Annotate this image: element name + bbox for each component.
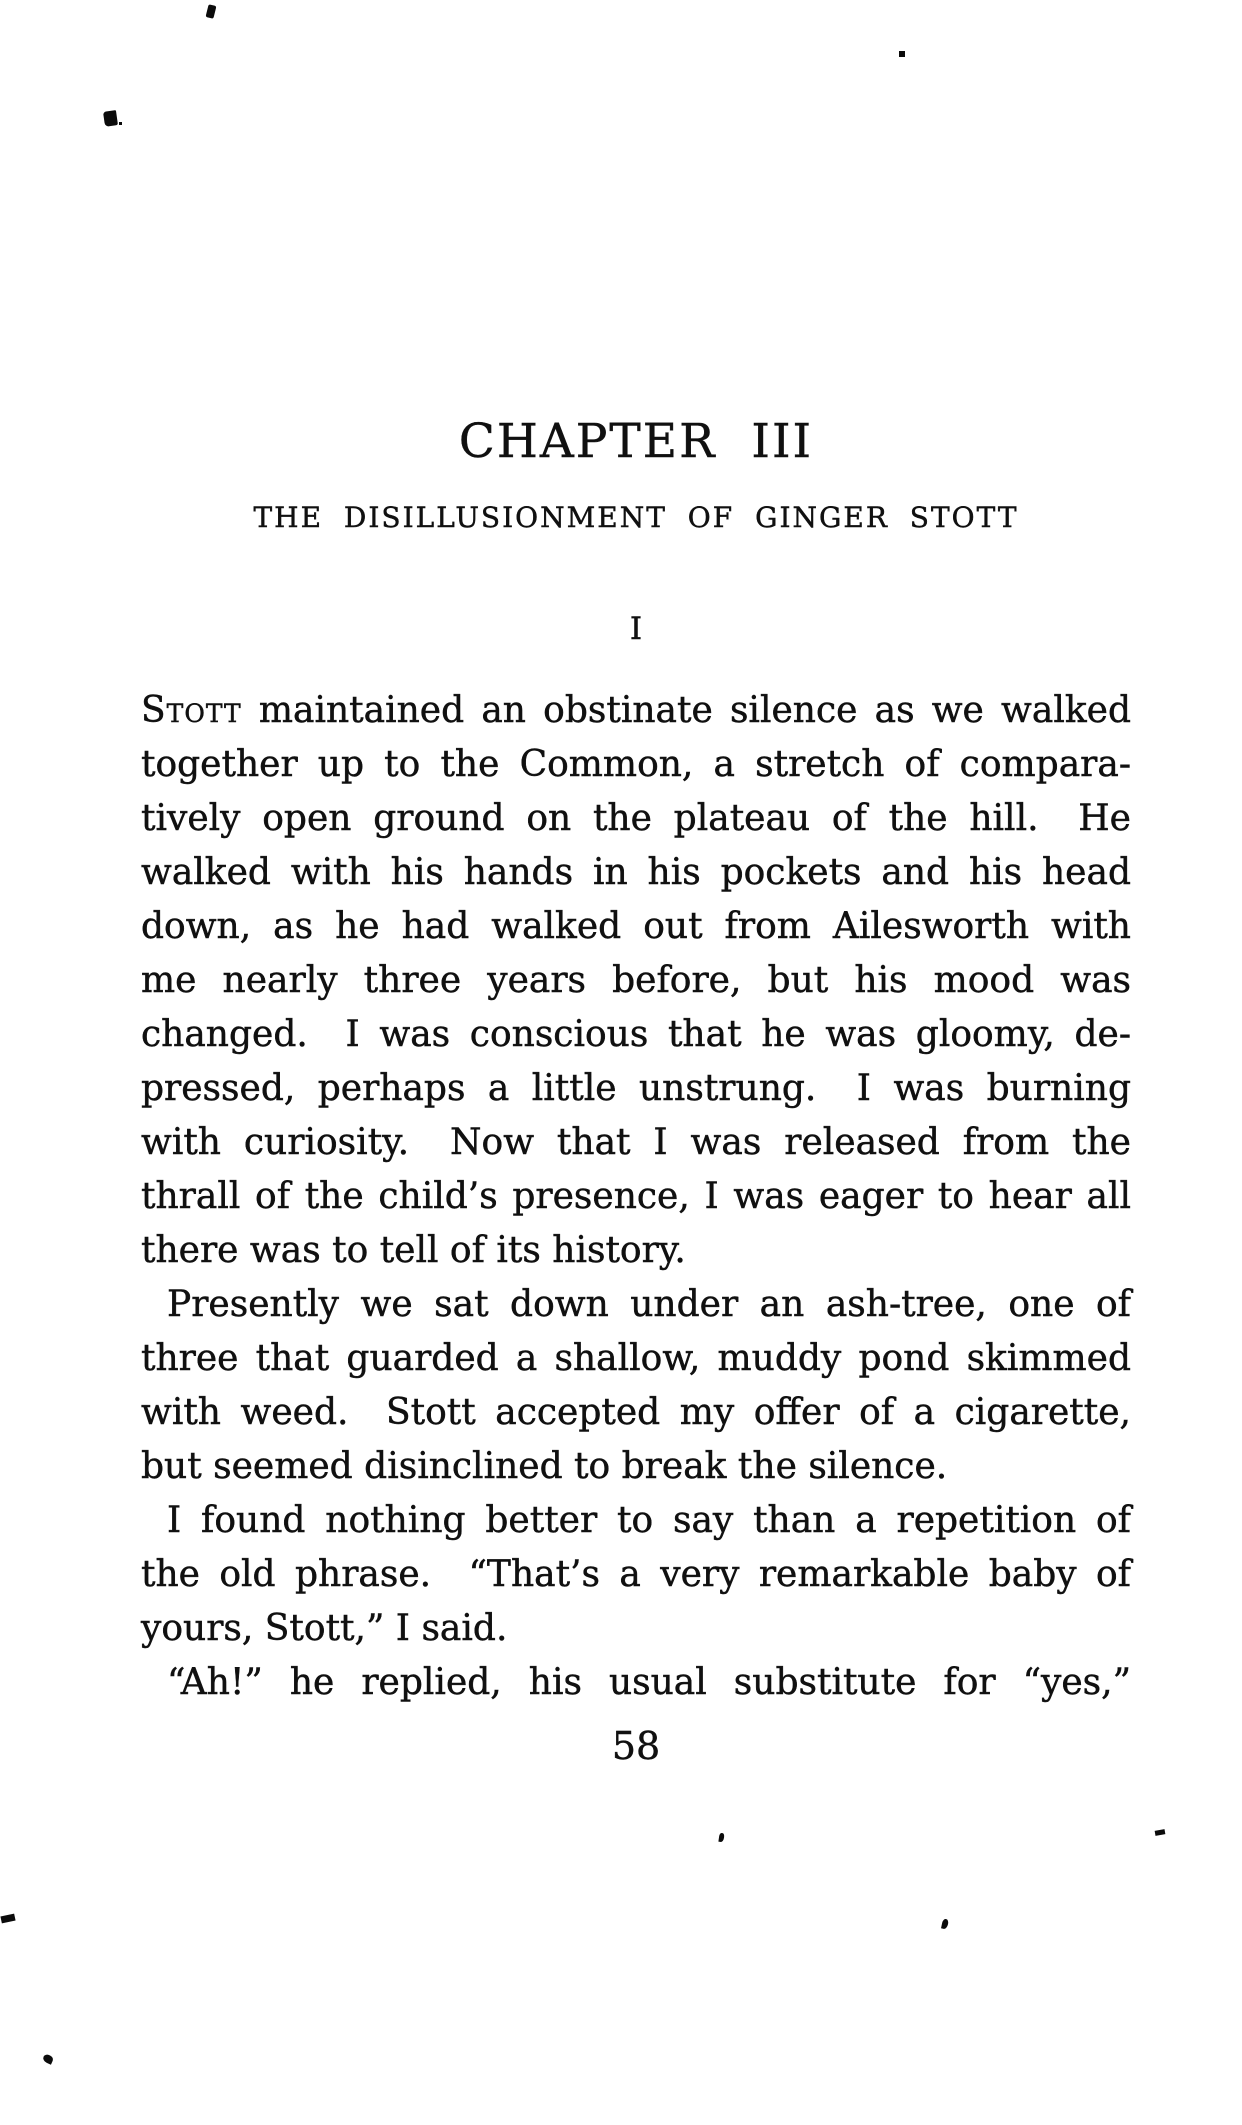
text-line: yours, Stott,” I said. [141, 1608, 508, 1649]
text-line: “Ah!” he replied, his usual substitute for “yes,” [167, 1662, 1131, 1703]
text-line: pressed, perhaps a little unstrung. I was burning [141, 1068, 1131, 1109]
text-line: walked with his hands in his pockets and his head [141, 852, 1131, 893]
text-line: the old phrase. “That’s a very remarkable baby of [141, 1554, 1131, 1595]
chapter-title: CHAPTER III [458, 414, 814, 469]
scan-artifact [718, 1833, 724, 1843]
small-caps-word: Stott [141, 690, 242, 731]
text-line: Stott maintained an obstinate silence as we walked [141, 690, 1131, 731]
text-line: me nearly three years before, but his mood was [141, 960, 1131, 1001]
body-text [141, 684, 1131, 1710]
text-line: but seemed disinclined to break the silence. [141, 1446, 948, 1487]
scan-artifact [119, 122, 122, 125]
scan-artifact [1155, 1829, 1166, 1836]
scan-artifact [42, 2053, 54, 2064]
scan-artifact [206, 4, 217, 19]
scan-artifact [103, 110, 118, 127]
chapter-subtitle: THE DISILLUSIONMENT OF GINGER STOTT [253, 501, 1019, 534]
text-line: I found nothing better to say than a repetition of [167, 1500, 1131, 1541]
text-line: changed. I was conscious that he was gloomy, de- [141, 1014, 1131, 1055]
text-line: three that guarded a shallow, muddy pond skimmed [141, 1338, 1131, 1379]
text-line: together up to the Common, a stretch of compara- [141, 744, 1131, 785]
scan-artifact [0, 1914, 15, 1924]
text-line: tively open ground on the plateau of the hill. He [141, 798, 1131, 839]
text-line: with curiosity. Now that I was released from the [141, 1122, 1131, 1163]
scan-artifact [941, 1918, 949, 1929]
text-line: thrall of the child’s presence, I was eager to hear all [141, 1176, 1131, 1217]
text-line: down, as he had walked out from Ailesworth with [141, 906, 1131, 947]
text-line: there was to tell of its history. [141, 1230, 686, 1271]
text-line: Presently we sat down under an ash-tree, one of [167, 1284, 1131, 1325]
text-line: with weed. Stott accepted my offer of a cigarette, [141, 1392, 1131, 1433]
section-numeral: I [629, 611, 643, 647]
page-number: 58 [611, 1724, 661, 1768]
scan-artifact [899, 51, 905, 57]
